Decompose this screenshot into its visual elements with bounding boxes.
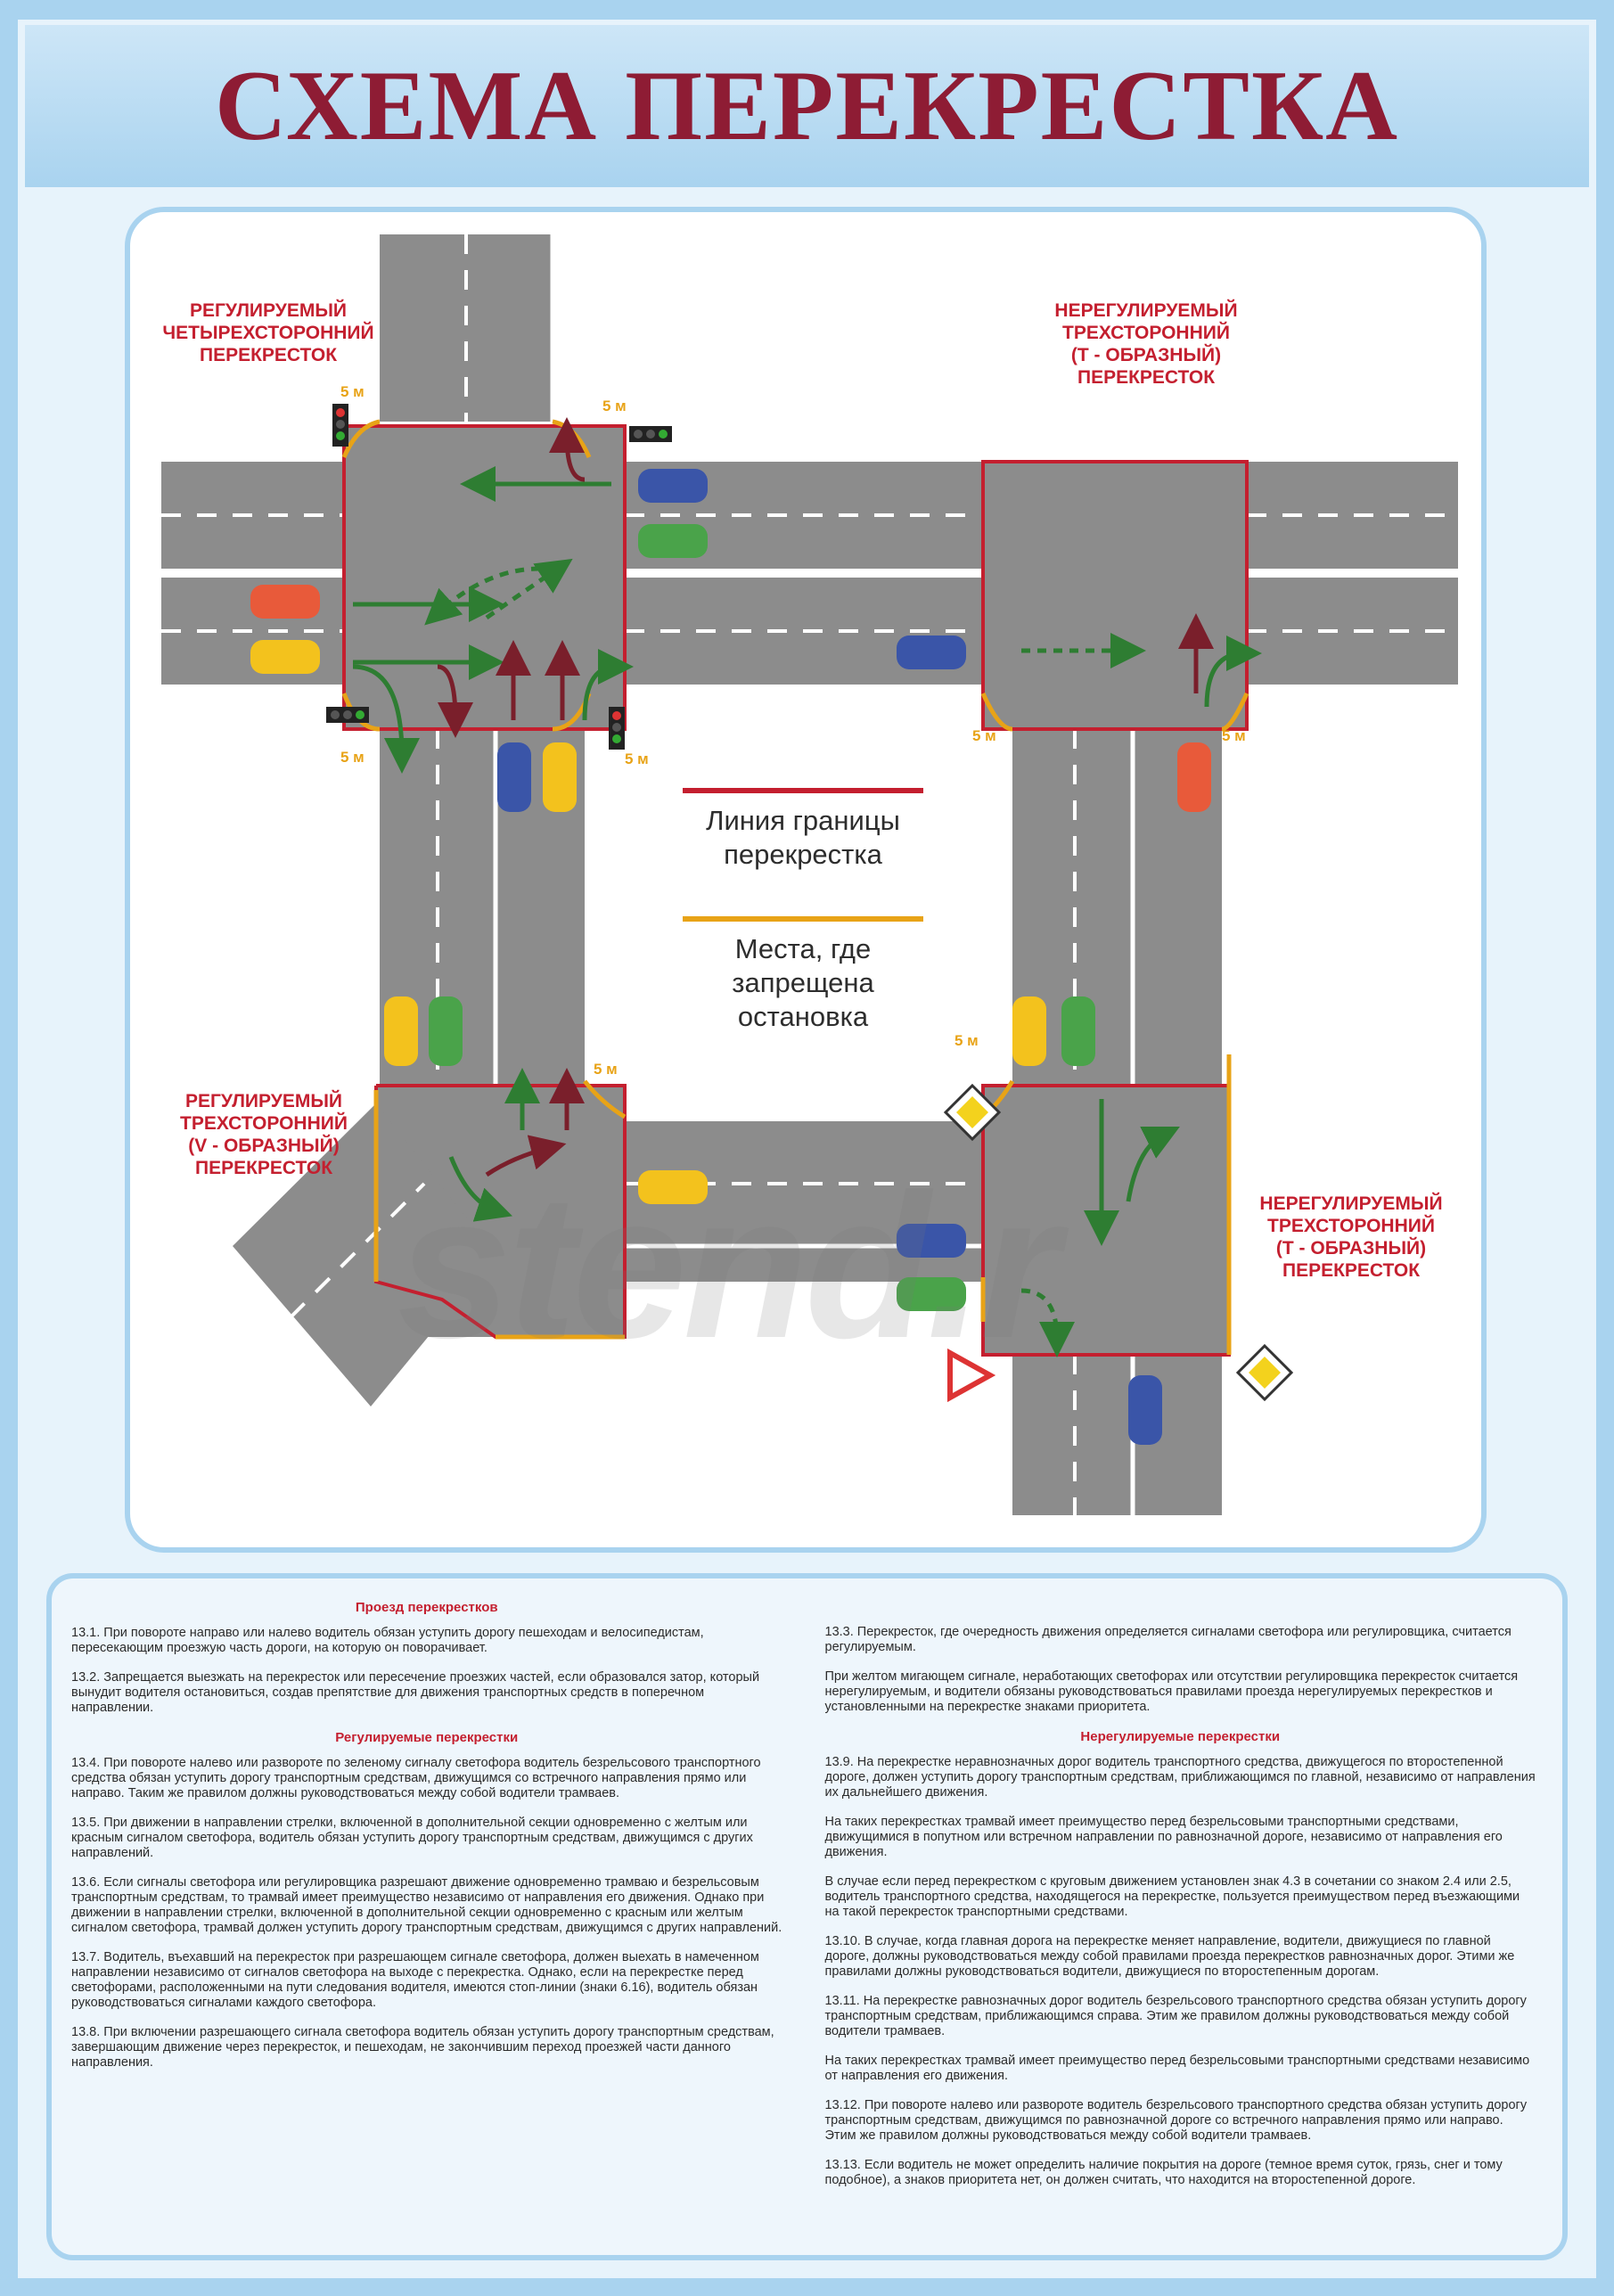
rule-paragraph: На таких перекрестках трамвай имеет преимущество перед безрельсовыми транспортными средствами независимо от направления его движения.	[824, 2054, 1530, 2083]
title-band	[25, 25, 1589, 187]
label-line: РЕГУЛИРУЕМЫЙ	[190, 300, 347, 321]
legend-border-swatch	[683, 788, 923, 793]
car-red	[1177, 742, 1211, 812]
dimension-label: 5 м	[340, 749, 365, 766]
dimension-label: 5 м	[594, 1061, 618, 1078]
label-line: (Т - ОБРАЗНЫЙ)	[1275, 1238, 1427, 1259]
label-line: ПЕРЕКРЕСТОК	[1282, 1260, 1421, 1281]
label-line: НЕРЕГУЛИРУЕМЫЙ	[1054, 300, 1238, 321]
rule-paragraph: 13.3. Перекресток, где очередность движения определяется сигналами светофора или регулировщика, считается регулируемым.	[824, 1625, 1512, 1654]
page-title: СХЕМА ПЕРЕКРЕСТКА	[214, 50, 1400, 161]
rule-paragraph: 13.9. На перекрестке неравнозначных дорог водитель транспортного средства, движущегося по второстепенной дороге, должен уступить дорогу транспортным средствам, приближающимся по главной, независимо от направления их дальнейшего движения.	[824, 1755, 1536, 1800]
dimension-label: 5 м	[972, 727, 996, 744]
legend-line-text: остановка	[737, 1001, 869, 1032]
dimension-label: 5 м	[602, 398, 627, 414]
watermark: stend.r	[397, 1152, 1056, 1381]
label-bottom-right	[1235, 1193, 1467, 1282]
label-line: (Т - ОБРАЗНЫЙ)	[1070, 345, 1222, 365]
legend-line-text: перекрестка	[724, 839, 882, 870]
rule-paragraph: 13.4. При повороте налево или развороте по зеленому сигналу светофора водитель безрельсового транспортного средства обязан уступить дорогу транспортным средствам, движущимся со встречного направления прямо или направо. Таким же правилом должны руководствоваться между собой водители трамваев.	[71, 1756, 761, 1800]
label-line: ПЕРЕКРЕСТОК	[199, 345, 338, 365]
rule-paragraph: При желтом мигающем сигнале, неработающих светофорах или отсутствии регулировщика перекресток считается нерегулируемым, и водители обязаны руководствоваться правилами проезда нерегулируемых перекрестков и установленными на перекрестке знаками приоритета.	[824, 1669, 1519, 1714]
car-yellow	[1012, 996, 1046, 1066]
rule-paragraph: 13.5. При движении в направлении стрелки, включенной в дополнительной секции одновременно с желтым или красным сигналом светофора, водитель обязан уступить дорогу транспортным средствам, движущимся с других направлений.	[71, 1816, 753, 1860]
label-line: ТРЕХСТОРОННИЙ	[1062, 323, 1230, 343]
legend-line-text: Линия границы	[706, 805, 900, 836]
car-blue	[897, 636, 966, 669]
rule-paragraph: 13.12. При повороте налево или развороте водитель безрельсового транспортного средства обязан уступить дорогу транспортным средствам, движущимся по равнозначной дороге со встречного направления прямо или направо. Этим же правилом должны руководствоваться между собой водители трамваев.	[824, 2098, 1528, 2143]
rules-right-column	[825, 1600, 1536, 2237]
car-yellow	[250, 640, 320, 674]
car-yellow	[543, 742, 577, 812]
label-line: ПЕРЕКРЕСТОК	[1077, 367, 1216, 388]
rule-paragraph: 13.13. Если водитель не может определить наличие покрытия на дороге (темное время суток, грязь, снег и тому подобное), а знаков приоритета нет, он должен считать, что находится на второстепенной дороге.	[824, 2158, 1503, 2187]
dimension-label: 5 м	[954, 1032, 979, 1049]
label-line: НЕРЕГУЛИРУЕМЫЙ	[1259, 1193, 1443, 1214]
car-blue	[638, 469, 708, 503]
label-line: РЕГУЛИРУЕМЫЙ	[185, 1091, 342, 1111]
rules-heading: Нерегулируемые перекрестки	[1080, 1729, 1281, 1744]
car-green	[1061, 996, 1095, 1066]
car-green	[638, 524, 708, 558]
car-red	[250, 585, 320, 619]
label-line: ТРЕХСТОРОННИЙ	[1267, 1216, 1435, 1236]
rule-paragraph: В случае если перед перекрестком с круговым движением установлен знак 4.3 в сочетании со знаком 2.4 или 2.5, водитель транспортного средства, находящегося на перекрестке, пользуется преимуществом перед въезжающими на такой перекресток транспортными средствами.	[824, 1874, 1520, 1919]
dimension-label: 5 м	[625, 750, 649, 767]
dimension-label: 5 м	[1222, 727, 1246, 744]
rule-paragraph: 13.11. На перекрестке равнозначных дорог водитель безрельсового транспортного средства обязан уступить дорогу транспортным средствам, приближающимся справа. Этим же правилом должны руководствоваться между собой водители трамваев.	[824, 1994, 1527, 2038]
label-top-left	[139, 299, 397, 366]
rules-panel	[46, 1573, 1568, 2260]
intersection-scheme	[125, 207, 1487, 1553]
rule-paragraph: 13.1. При повороте направо или налево водитель обязан уступить дорогу пешеходам и велосипедистам, пересекающим проезжую часть дороги, на которую он поворачивает.	[71, 1626, 704, 1655]
label-line: ТРЕХСТОРОННИЙ	[180, 1113, 348, 1134]
legend-no-stop-swatch	[683, 916, 923, 922]
car-blue	[1128, 1375, 1162, 1445]
rule-paragraph: 13.6. Если сигналы светофора или регулировщика разрешают движение одновременно трамваю и безрельсовым транспортным средствам, то трамвай имеет преимущество независимо от направления его движения. Однако при движении в направлении стрелки, включенной в дополнительной секции одновременно с красным или желтым сигналом светофора, трамвай должен уступить дорогу транспортным средствам, движущимся с других направлений.	[71, 1875, 782, 1935]
rules-heading: Регулируемые перекрестки	[335, 1730, 519, 1745]
label-line: (V - ОБРАЗНЫЙ)	[188, 1136, 340, 1156]
rule-paragraph: 13.8. При включении разрешающего сигнала светофора водитель обязан уступить дорогу транспортным средствам, завершающим движение через перекресток, и пешеходам, не закончившим переход проезжей части данного направления.	[71, 2025, 774, 2070]
legend-line-text: запрещена	[732, 967, 874, 998]
label-line: ПЕРЕКРЕСТОК	[194, 1158, 333, 1178]
car-green	[429, 996, 463, 1066]
label-line: ЧЕТЫРЕХСТОРОННИЙ	[162, 323, 374, 343]
label-bottom-left	[152, 1090, 375, 1179]
rules-left-column	[71, 1600, 782, 2237]
legend-border-text	[674, 804, 932, 872]
rule-paragraph: 13.7. Водитель, въехавший на перекресток при разрешающем сигнале светофора, должен выехать в намеченном направлении независимо от сигналов светофора на выходе с перекрестка. Однако, если на перекрестке перед светофорами, расположенными на пути следования водителя, имеются стоп-линии (знаки 6.16), водитель обязан руководствоваться сигналами каждого светофора.	[71, 1950, 759, 2010]
label-top-right	[1021, 299, 1271, 389]
rule-paragraph: 13.2. Запрещается выезжать на перекресток или пересечение проезжих частей, если образовался затор, который вынудит водителя остановиться, создав препятствие для движения транспортных средств в поперечном направлении.	[71, 1670, 760, 1715]
rules-heading: Проезд перекрестков	[355, 1600, 498, 1615]
car-blue	[497, 742, 531, 812]
rule-paragraph: 13.10. В случае, когда главная дорога на перекрестке меняет направление, водители, движущиеся по главной дороге, должны руководствоваться между собой правилами проезда перекрестков равнозначных дорог. Этими же правилами должны руководствоваться водители, движущиеся по второстепенным дорогам.	[824, 1934, 1515, 1979]
dimension-label: 5 м	[340, 383, 365, 400]
legend-line-text: Места, где	[734, 933, 872, 964]
car-yellow	[384, 996, 418, 1066]
rule-paragraph: На таких перекрестках трамвай имеет преимущество перед безрельсовыми транспортными средствами, движущимися в попутном или встречном направлении по равнозначной дороге, независимо от направления его движения.	[824, 1815, 1503, 1859]
legend-no-stop-text	[674, 932, 932, 1034]
